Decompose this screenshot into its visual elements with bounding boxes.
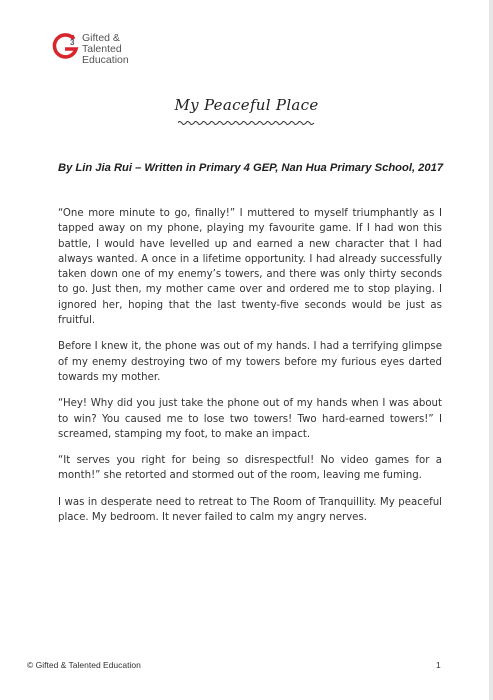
logo-line-2: Talented	[82, 43, 122, 55]
footer-copyright: © Gifted & Talented Education	[27, 660, 141, 670]
paragraph: “It serves you right for being so disrespectful! No video games for a month!” she retorted and stormed out of the room, leaving me fuming.	[58, 455, 442, 482]
page-title: My Peaceful Place	[174, 96, 319, 114]
author-byline: By Lin Jia Rui – Written in Primary 4 GEP, Nan Hua Primary School, 2017	[58, 162, 444, 174]
paragraph: “Hey! Why did you just take the phone out of my hands when I was about to win? You caused me to lose two towers! Two hard-earned towers!” I screamed, stamping my foot, to make an impact.	[58, 398, 442, 440]
paragraph: “One more minute to go, finally!” I muttered to myself triumphantly as I tapped away on my phone, playing my favourite game. If I had won this battle, I would have levelled up and earned a new character that I had always wanted. A once in a lifetime opportunity. I had already successfully taken down one of my enemy’s towers, and there was only thirty seconds to go. Just then, my mother came over and ordered me to stop playing. I ignored her, hoping that the last twenty-five seconds would be just as fruitful.	[58, 208, 442, 327]
gifted-talented-logo-icon	[50, 32, 80, 62]
svg-text:3: 3	[70, 38, 75, 47]
logo-text	[82, 33, 129, 66]
logo-line-3: Education	[82, 54, 129, 66]
title-underline-wave	[178, 119, 315, 127]
logo-line-1: Gifted &	[82, 32, 120, 44]
footer-page-number: 1	[436, 660, 441, 670]
paragraph: Before I knew it, the phone was out of my hands. I had a terrifying glimpse of my enemy destroying two of my towers before my furious eyes darted towards my mother.	[58, 341, 442, 383]
story-body	[58, 206, 442, 536]
logo	[50, 32, 170, 68]
paragraph: I was in desperate need to retreat to The Room of Tranquillity. My peaceful place. My bedroom. It never failed to calm my angry nerves.	[58, 496, 442, 524]
